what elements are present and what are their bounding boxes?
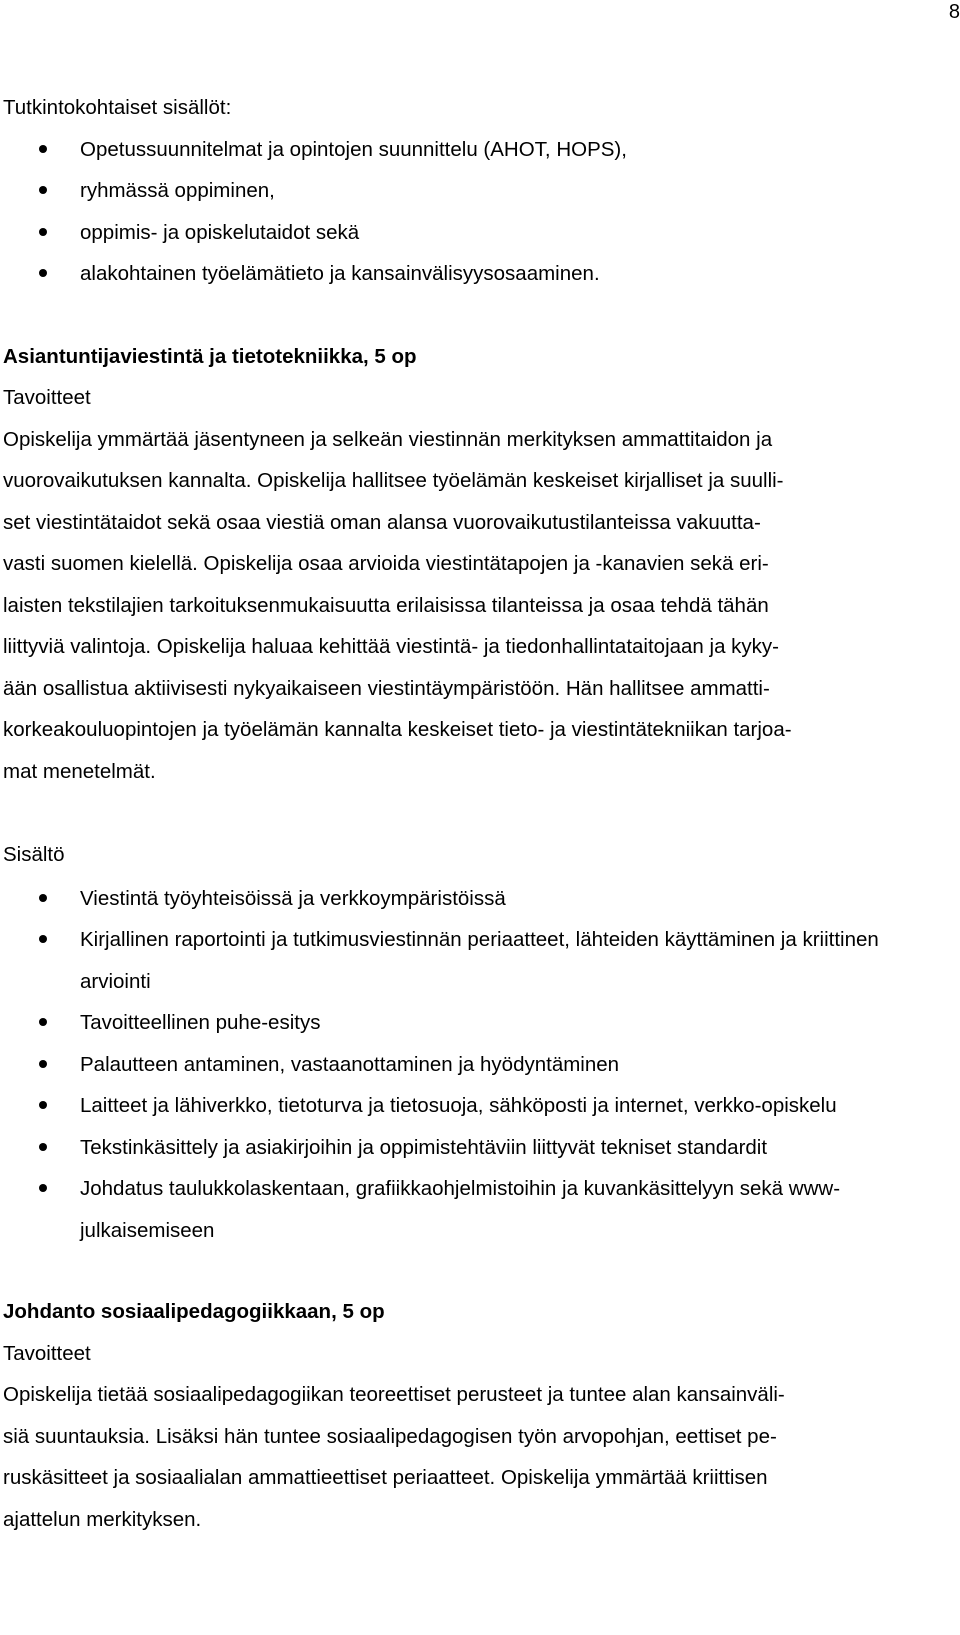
- spacer: [3, 295, 916, 336]
- list-item: alakohtainen työelämätieto ja kansainvälisyysosaaminen.: [3, 253, 916, 295]
- page-number: 8: [948, 1, 960, 23]
- spacer: [3, 792, 916, 834]
- paragraph-line: ruskäsitteet ja sosiaalialan ammattieettiset periaatteet. Opiskelija ymmärtää kriittisen: [3, 1466, 768, 1489]
- list-item: oppimis- ja opiskelutaidot sekä: [3, 212, 916, 254]
- paragraph-line: vasti suomen kielellä. Opiskelija osaa arvioida viestintätapojen ja -kanavien sekä eri-: [3, 552, 769, 575]
- goals-paragraph: [3, 419, 916, 793]
- list-item: ryhmässä oppiminen,: [3, 170, 916, 212]
- list-item: Laitteet ja lähiverkko, tietoturva ja tietosuoja, sähköposti ja internet, verkko-opiskelu: [3, 1085, 880, 1127]
- paragraph-line: laisten tekstilajien tarkoituksenmukaisuutta erilaisissa tilanteissa ja osaa tehdä tähän: [3, 593, 769, 617]
- list-item: Palautteen antaminen, vastaanottaminen ja hyödyntäminen: [3, 1044, 916, 1086]
- paragraph-line: ään osallistua aktiivisesti nykyaikaiseen viestintäympäristöön. Hän hallitsee ammatti-: [3, 676, 770, 700]
- goals-label: Tavoitteet: [3, 1341, 91, 1365]
- list-item: Viestintä työyhteisöissä ja verkkoympäristöissä: [3, 878, 916, 920]
- paragraph-line: Opiskelija tietää sosiaalipedagogiikan teoreettiset perusteet ja tuntee alan kansainväli-: [3, 1383, 785, 1406]
- spacer: [3, 1251, 916, 1291]
- content-label: Sisältö: [3, 843, 65, 866]
- course-title-asiantuntijaviestinta: Asiantuntijaviestintä ja tietotekniikka, 5 op: [3, 344, 417, 368]
- list-item: Johdatus taulukkolaskentaan, grafiikkaohjelmistoihin ja kuvankäsittelyyn sekä www-julkaisemiseen: [3, 1168, 916, 1251]
- list-item: Kirjallinen raportointi ja tutkimusviestinnän periaatteet, lähteiden käyttäminen ja kriittinen arviointi: [3, 919, 916, 1002]
- goals-label: Tavoitteet: [3, 386, 91, 409]
- goals-paragraph: [3, 1374, 916, 1540]
- course-title-sosiaalipedagogiikka: Johdanto sosiaalipedagogiikkaan, 5 op: [3, 1300, 385, 1323]
- paragraph-line: liittyviä valintoja. Opiskelija haluaa kehittää viestintä- ja tiedonhallintataitojaan ja kyky-: [3, 635, 779, 658]
- tutkintokohtaiset-list: [3, 129, 916, 295]
- list-item: Tavoitteellinen puhe-esitys: [3, 1002, 916, 1044]
- content-list: [3, 878, 916, 1252]
- paragraph-line: korkeakouluopintojen ja työelämän kannalta keskeiset tieto- ja viestintätekniikan tarjoa-: [3, 718, 792, 741]
- paragraph-line: mat menetelmät.: [3, 759, 156, 783]
- list-item: Tekstinkäsittely ja asiakirjoihin ja oppimistehtäviin liittyvät tekniset standardit: [3, 1127, 916, 1169]
- section-heading-tutkintokohtaiset: Tutkintokohtaiset sisällöt:: [3, 96, 232, 119]
- paragraph-line: siä suuntauksia. Lisäksi hän tuntee sosiaalipedagogisen työn arvopohjan, eettiset pe-: [3, 1424, 777, 1448]
- paragraph-line: vuorovaikutuksen kannalta. Opiskelija hallitsee työelämän keskeiset kirjalliset ja suulli-: [3, 469, 784, 492]
- document-body: [3, 87, 916, 1540]
- paragraph-line: set viestintätaidot sekä osaa viestiä oman alansa vuorovaikutustilanteissa vakuutta-: [3, 510, 761, 534]
- list-item: Opetussuunnitelmat ja opintojen suunnittelu (AHOT, HOPS),: [3, 129, 916, 171]
- paragraph-line: Opiskelija ymmärtää jäsentyneen ja selkeän viestinnän merkityksen ammattitaidon ja: [3, 427, 773, 451]
- paragraph-line: ajattelun merkityksen.: [3, 1507, 202, 1531]
